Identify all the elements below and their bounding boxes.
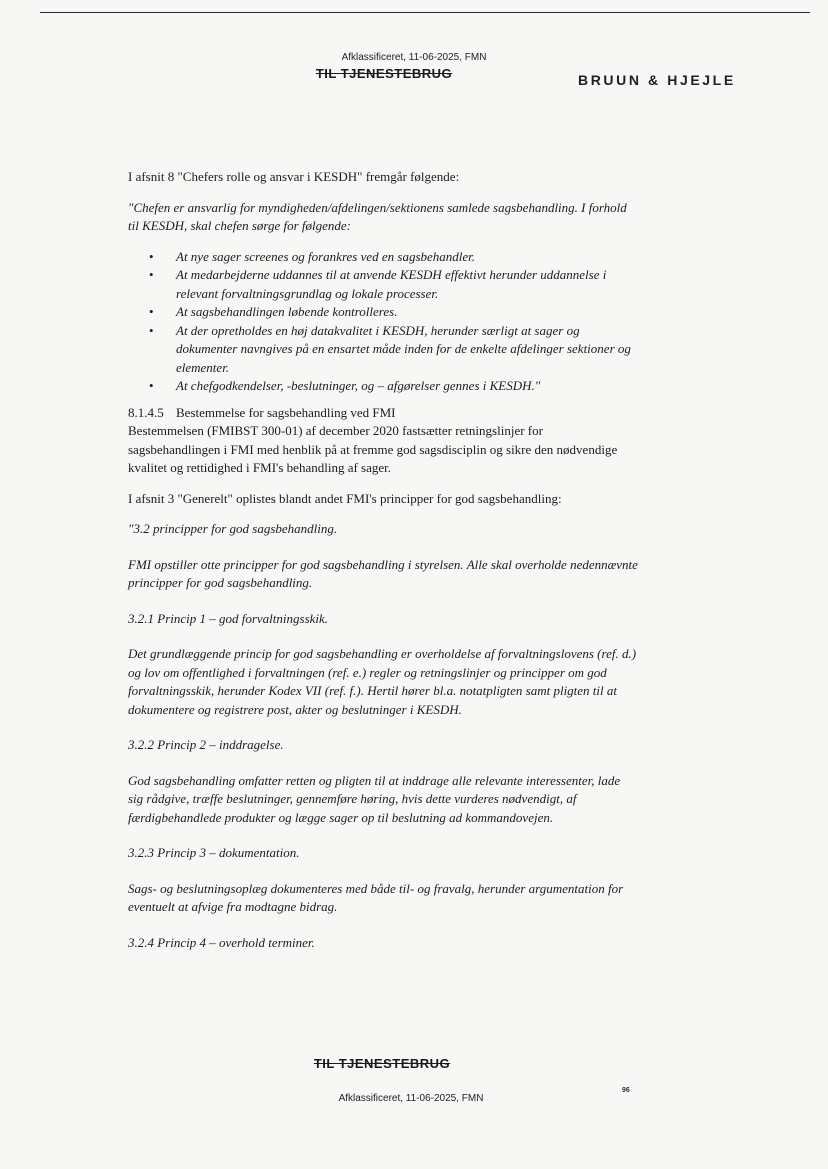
section-number: 8.1.4.5 xyxy=(128,404,164,420)
declassification-stamp-top: Afklassificeret, 11-06-2025, FMN xyxy=(341,52,487,63)
list-item: • At chefgodkendelser, -beslutninger, og – afgørelser gennes i KESDH." xyxy=(128,377,638,396)
section-heading xyxy=(128,404,638,423)
document-body xyxy=(128,168,638,952)
principle-text: Det grundlæggende princip for god sagsbehandling er overholdelse af forvaltningslovens (ref. d.) og lov om offentlighed i forvaltningen (ref. e.) regler og retningslinjer og principper om god forvaltningsskik, herunder Kodex VII (ref. f.). Hertil hører bl.a. notatpligten samt pligten til at dokumentere og registrere post, akter og beslutninger i KESDH. xyxy=(128,646,637,717)
scan-top-rule xyxy=(40,12,810,13)
principle-text: God sagsbehandling omfatter retten og pligten til at inddrage alle relevante interessenter, lade sig rådgive, træffe beslutninger, gennemføre høring, hvis dette vurderes nødvendigt, af færdigbehandlede produkter og lægge sager op til beslutning ad kommandovejen. xyxy=(128,772,621,825)
section-title: Bestemmelse for sagsbehandling ved FMI xyxy=(176,404,396,420)
quote-intro: "Chefen er ansvarlig for myndigheden/afdelingen/sektionens samlede sagsbehandling. I forhold til KESDH, skal chefen sørge for følgende: xyxy=(128,199,627,233)
list-item: • At sagsbehandlingen løbende kontrolleres. xyxy=(128,303,638,322)
intro-paragraph: I afsnit 8 "Chefers rolle og ansvar i KESDH" fremgår følgende: xyxy=(128,169,460,184)
principle-heading: 3.2.2 Princip 2 – inddragelse. xyxy=(128,737,284,752)
responsibility-list xyxy=(128,248,638,396)
quote-paragraph: FMI opstiller otte principper for god sagsbehandling i styrelsen. Alle skal overholde nedennævnte principper for god sagsbehandling. xyxy=(128,556,638,590)
principle-heading: 3.2.4 Princip 4 – overhold terminer. xyxy=(128,934,315,950)
list-item: • At nye sager screenes og forankres ved en sagsbehandler. xyxy=(128,248,638,267)
quote-heading: "3.2 principper for god sagsbehandling. xyxy=(128,521,338,536)
principle-text: Sags- og beslutningsoplæg dokumenteres med både til- og fravalg, herunder argumentation for eventuelt at afvige fra modtagne bidrag. xyxy=(128,880,624,914)
page-number: 96 xyxy=(622,1087,630,1094)
list-item: • At medarbejderne uddannes til at anvende KESDH effektivt herunder uddannelse i relevant forvaltningsgrundlag og lokale processer. xyxy=(128,266,638,303)
principle-heading: 3.2.3 Princip 3 – dokumentation. xyxy=(128,845,300,860)
classification-marking-top: TIL TJENESTEBRUG xyxy=(315,66,453,81)
body-paragraph: Bestemmelsen (FMIBST 300-01) af december 2020 fastsætter retningslinjer for sagsbehandlingen i FMI med henblik på at fremme god sagsdisciplin og sikre den nødvendige kvalitet og rettidighed i FMI's behandling af sager. xyxy=(128,423,618,475)
firm-logo: BRUUN & HJEJLE xyxy=(578,72,736,88)
body-paragraph: I afsnit 3 "Generelt" oplistes blandt andet FMI's principper for god sagsbehandling: xyxy=(128,490,562,506)
classification-marking-bottom: TIL TJENESTEBRUG xyxy=(313,1056,451,1071)
declassification-stamp-bottom: Afklassificeret, 11-06-2025, FMN xyxy=(338,1093,484,1104)
principle-heading: 3.2.1 Princip 1 – god forvaltningsskik. xyxy=(128,610,329,626)
list-item: • At der opretholdes en høj datakvalitet i KESDH, herunder særligt at sager og dokumenter navngives på en ensartet måde inden for de enkelte afdelinger sektioner og elementer. xyxy=(128,322,638,378)
